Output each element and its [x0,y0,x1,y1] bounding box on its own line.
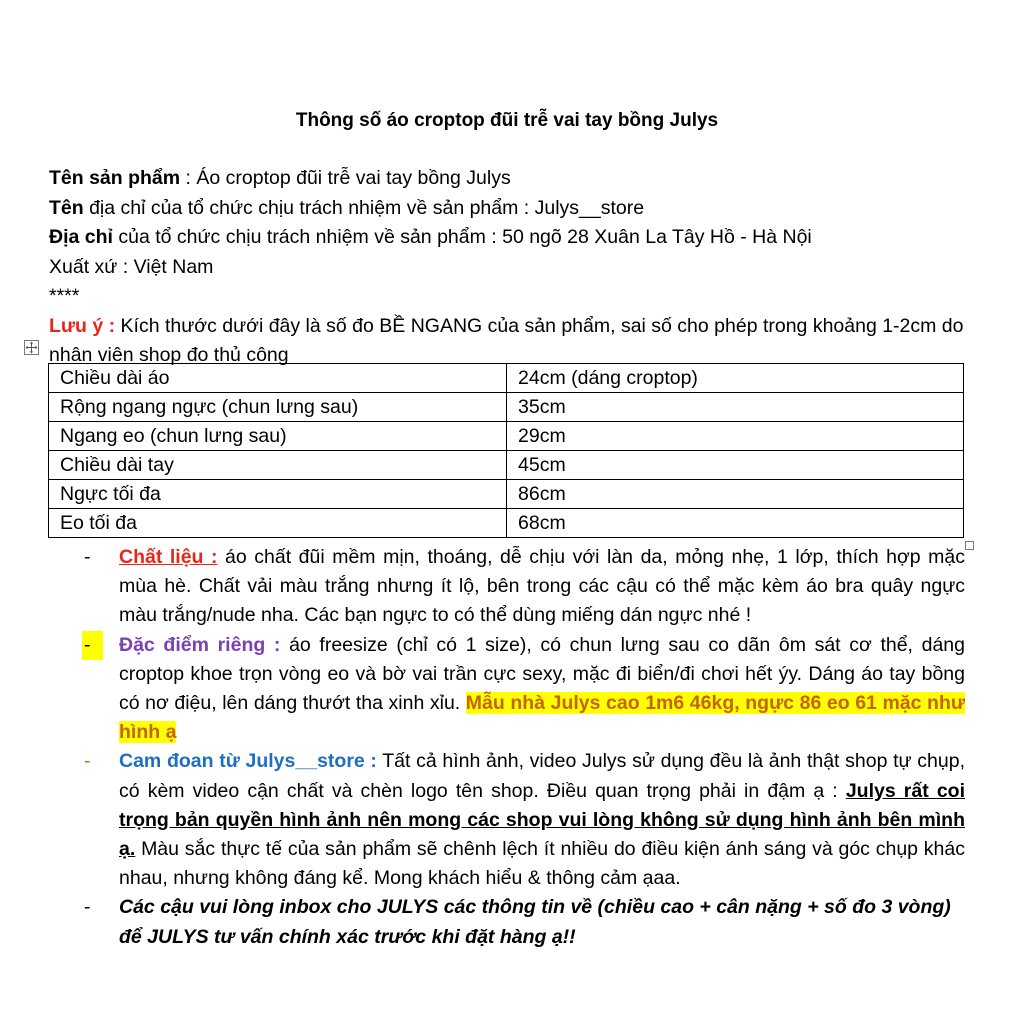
document-title: Thông số áo croptop đũi trễ vai tay bồng Julys [295,110,719,131]
model-highlight: Mẫu nhà Julys cao 1m6 46kg, ngực 86 eo 61 mặc như hình ạ [119,692,965,744]
address-value: của tổ chức chịu trách nhiệm về sản phẩm : 50 ngõ 28 Xuân La Tây Hồ - Hà Nội [112,226,812,248]
list-dash: - [84,750,91,773]
product-name-value: : Áo croptop đũi trễ vai tay bồng Julys [180,167,511,189]
table-move-handle-icon[interactable] [24,340,39,355]
list-dash: - [82,631,103,660]
list-item-commitment [0,747,965,893]
separator-line: **** [49,285,80,307]
table-row [49,480,964,509]
inbox-request: Các cậu vui lòng inbox cho JULYS các thông tin về (chiều cao + cân nặng + số đo 3 vòng) để JULYS tư vấn chính xác trước khi đặt hàng ạ!! [119,896,951,948]
org-name-value: địa chỉ của tổ chức chịu trách nhiệm về sản phẩm : Julys__store [83,196,645,219]
spec-value-cell: 68cm [507,509,964,538]
table-row [49,422,964,451]
origin-line: Xuất xứ : Việt Nam [49,255,214,278]
table-row [49,364,964,393]
note-line [49,312,974,371]
spec-value-cell: 24cm (dáng croptop) [507,364,964,393]
address-line [49,223,974,253]
feature-text: áo freesize (chỉ có 1 size), có chun lưng sau co dãn ôm sát cơ thể, dáng croptop khoe trọn vòng eo và bờ vai trần cực sexy, mặc đi biển/đi chơi hết ýy. Dáng áo tay bồng có nơ điệu, lên dáng thướt tha xinh xỉu. [119,633,965,715]
spec-value-cell: 86cm [507,480,964,509]
product-info [49,164,974,371]
product-name-line [49,164,974,194]
description-list [0,543,1024,952]
spec-value-cell: 45cm [507,451,964,480]
spec-name-cell: Chiều dài tay [49,451,507,480]
spec-name-cell: Eo tối đa [49,509,507,538]
list-item-material [0,543,965,631]
product-name-label: Tên sản phẩm [49,167,181,189]
material-label: Chất liệu : [119,546,218,568]
material-text: áo chất đũi mềm mịn, thoáng, dễ chịu với làn da, mỏng nhẹ, 1 lớp, thích hợp mặc mùa hè. Chất vải màu trắng nhưng ít lộ, bên trong các cậu có thể mặc kèm áo bra quây ngực màu trắng/nude nha. Các bạn ngực to có thể dùng miếng dán ngực nhé ! [119,546,965,627]
spec-name-cell: Ngang eo (chun lưng sau) [49,422,507,451]
list-item-feature [0,631,965,748]
spec-value-cell: 29cm [507,422,964,451]
table-row [49,393,964,422]
commitment-text-2: Màu sắc thực tế của sản phẩm sẽ chênh lệch ít nhiều do điều kiện ánh sáng và góc chụp khác nhau, nhưng không đáng kể. Mong khách hiểu & thông cảm ạaa. [119,838,965,890]
note-label: Lưu ý : [49,314,116,337]
spec-value-cell: 35cm [507,393,964,422]
spec-name-cell: Chiều dài áo [49,364,507,393]
table-row [49,509,964,538]
size-spec-table [48,363,964,538]
commitment-text: Tất cả hình ảnh, video Julys sử dụng đều là ảnh thật shop tự chụp, có kèm video cận chất và chèn logo tên shop. Điều quan trọng phải in đậm ạ : [119,750,965,802]
org-name-label: Tên [49,196,84,219]
address-label: Địa chỉ [49,226,113,248]
list-dash: - [84,546,91,568]
org-name-line [49,194,974,224]
spec-name-cell: Rộng ngang ngực (chun lưng sau) [49,393,507,422]
commitment-label: Cam đoan từ Julys__store : [119,750,377,773]
note-text: Kích thước dưới đây là số đo BỀ NGANG của sản phẩm, sai số cho phép trong khoảng 1-2cm do nhân viên shop đo thủ công [49,314,964,366]
list-dash: - [84,896,91,919]
feature-label: Đặc điểm riêng : [119,633,281,656]
spec-name-cell: Ngực tối đa [49,480,507,509]
copyright-notice: Julys rất coi trọng bản quyền hình ảnh nên mong các shop vui lòng không sử dụng hình ảnh bên mình ạ. [119,779,965,861]
list-item-inbox [0,893,965,951]
table-row [49,451,964,480]
